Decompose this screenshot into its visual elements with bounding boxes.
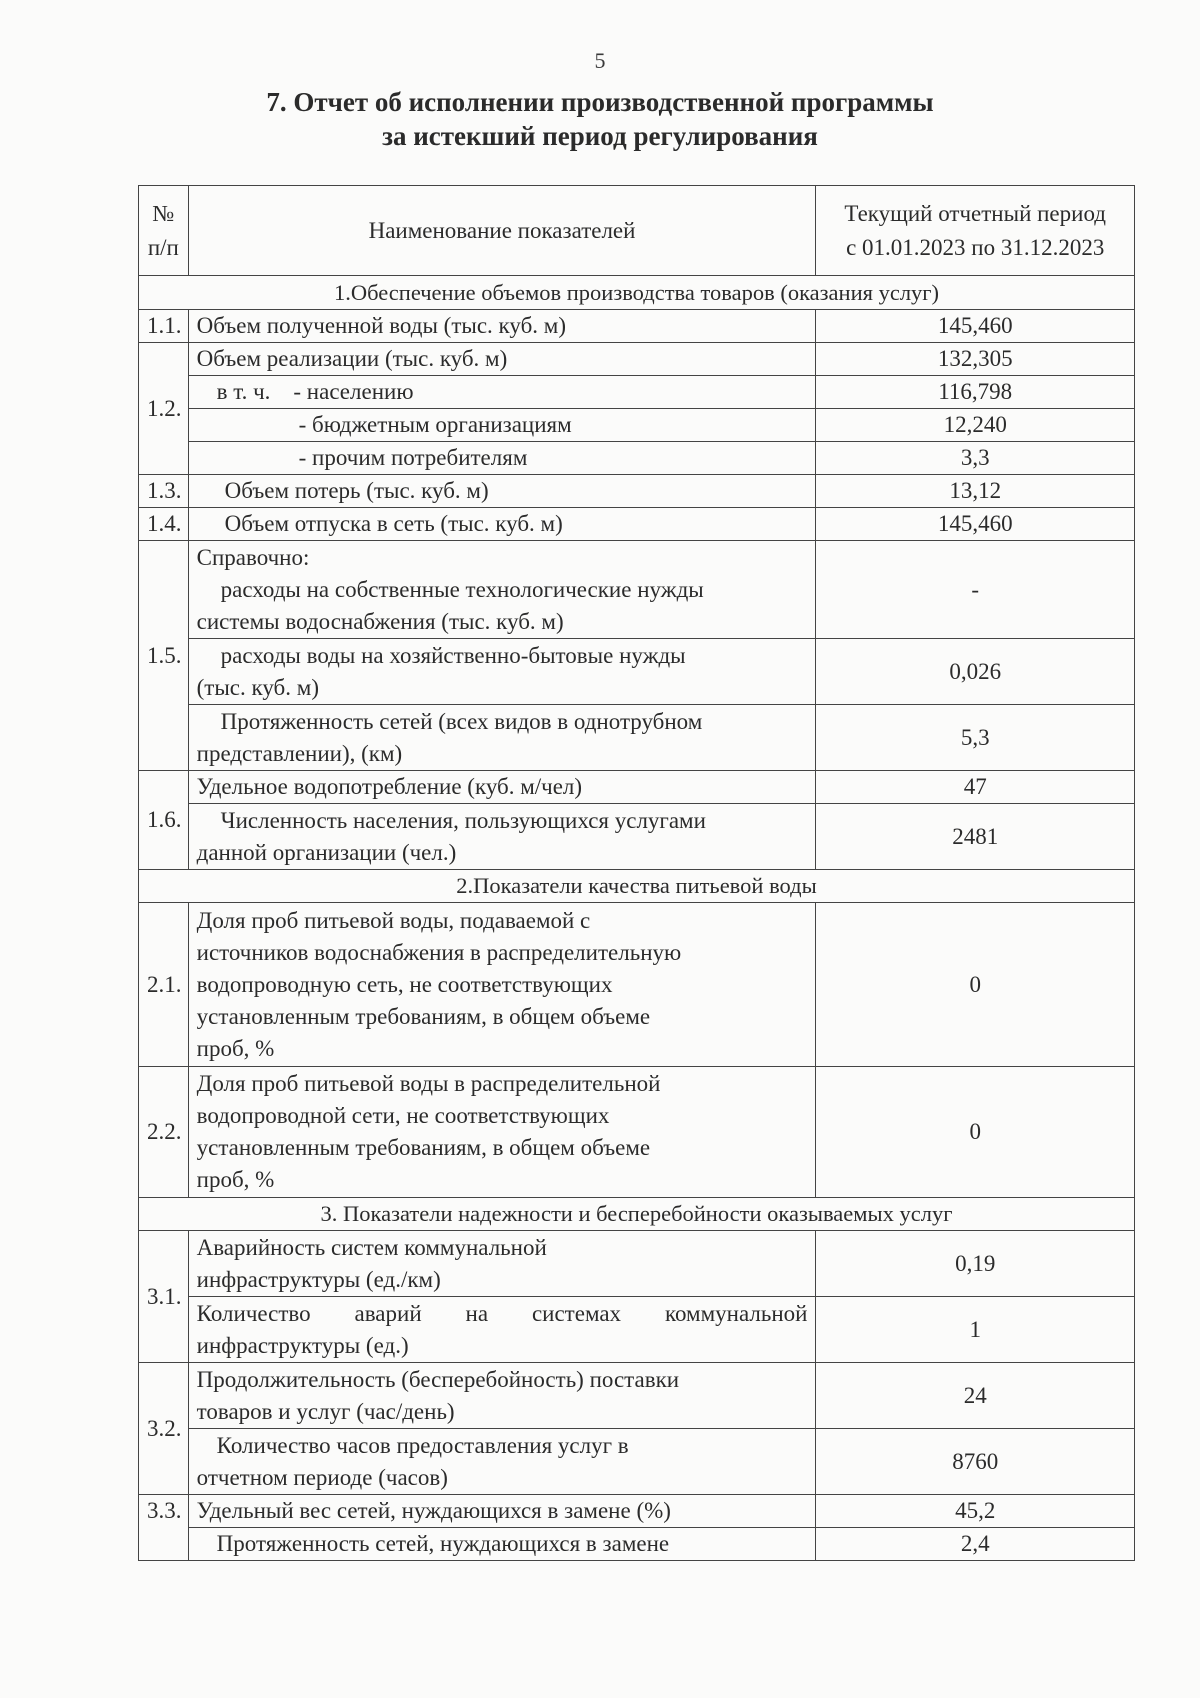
row-value: 13,12 bbox=[816, 475, 1135, 508]
row-name-line: Аварийность систем коммунальной bbox=[196, 1234, 547, 1260]
row-value: 0 bbox=[816, 903, 1135, 1067]
row-name-line: представлении), (км) bbox=[196, 740, 403, 766]
section-3-title: 3. Показатели надежности и бесперебойности оказываемых услуг bbox=[139, 1198, 1135, 1231]
table-row bbox=[139, 1231, 1135, 1297]
title-line-2: за истекший период регулирования bbox=[382, 121, 818, 151]
row-value: 12,240 bbox=[816, 409, 1135, 442]
table-header-row bbox=[139, 186, 1135, 276]
row-name: Объем полученной воды (тыс. куб. м) bbox=[188, 310, 816, 343]
table-row bbox=[139, 541, 1135, 639]
row-num: 1.5. bbox=[139, 541, 189, 771]
header-num bbox=[139, 186, 189, 276]
row-value: 0,19 bbox=[816, 1231, 1135, 1297]
row-name bbox=[188, 705, 816, 771]
row-value: - bbox=[816, 541, 1135, 639]
row-name: Объем отпуска в сеть (тыс. куб. м) bbox=[188, 508, 816, 541]
table-row bbox=[139, 705, 1135, 771]
row-name bbox=[188, 1429, 816, 1495]
table-row bbox=[139, 442, 1135, 475]
row-name: - бюджетным организациям bbox=[188, 409, 816, 442]
row-num: 2.2. bbox=[139, 1067, 189, 1198]
header-period-line1: Текущий отчетный период bbox=[844, 200, 1106, 226]
row-name-line: установленным требованиям, в общем объеме bbox=[196, 1135, 651, 1160]
page-title bbox=[0, 85, 1200, 153]
row-name bbox=[188, 1363, 816, 1429]
row-name-line: Доля проб питьевой воды, подаваемой с bbox=[196, 907, 591, 933]
row-name: Удельное водопотребление (куб. м/чел) bbox=[188, 771, 816, 804]
row-value: 145,460 bbox=[816, 310, 1135, 343]
table-row bbox=[139, 343, 1135, 376]
header-num-line1: № bbox=[152, 200, 175, 226]
row-num: 1.3. bbox=[139, 475, 189, 508]
row-name bbox=[188, 903, 816, 1067]
row-value: 116,798 bbox=[816, 376, 1135, 409]
row-value: 47 bbox=[816, 771, 1135, 804]
table-row bbox=[139, 475, 1135, 508]
row-value: 1 bbox=[816, 1297, 1135, 1363]
row-name-line: водопроводную сеть, не соответствующих bbox=[196, 971, 613, 997]
row-name bbox=[188, 1231, 816, 1297]
row-name-line: Доля проб питьевой воды в распределительной bbox=[196, 1071, 661, 1096]
row-num: 1.6. bbox=[139, 771, 189, 870]
table-row bbox=[139, 1429, 1135, 1495]
row-name bbox=[188, 541, 816, 639]
row-value: 145,460 bbox=[816, 508, 1135, 541]
row-name-line: Численность населения, пользующихся услугами bbox=[220, 807, 706, 833]
table-row bbox=[139, 1495, 1135, 1528]
row-name-line: установленным требованиям, в общем объеме bbox=[196, 1003, 651, 1029]
row-name bbox=[188, 639, 816, 705]
row-name-line: данной организации (чел.) bbox=[196, 839, 457, 865]
title-line-1: 7. Отчет об исполнении производственной программы bbox=[266, 87, 934, 117]
row-value: 0,026 bbox=[816, 639, 1135, 705]
section-2-title: 2.Показатели качества питьевой воды bbox=[139, 870, 1135, 903]
row-name-line: (тыс. куб. м) bbox=[196, 674, 319, 700]
row-name-line: расходы на собственные технологические нужды bbox=[220, 576, 704, 602]
table-row bbox=[139, 376, 1135, 409]
row-name: Объем потерь (тыс. куб. м) bbox=[188, 475, 816, 508]
row-name: - прочим потребителям bbox=[188, 442, 816, 475]
table-row bbox=[139, 1363, 1135, 1429]
row-num: 1.4. bbox=[139, 508, 189, 541]
report-table bbox=[138, 185, 1135, 1561]
row-name-line: водопроводной сети, не соответствующих bbox=[196, 1103, 610, 1128]
row-name-line: Справочно: bbox=[196, 544, 310, 570]
row-value: 5,3 bbox=[816, 705, 1135, 771]
row-name: Удельный вес сетей, нуждающихся в замене (%) bbox=[188, 1495, 816, 1528]
row-name-line: системы водоснабжения (тыс. куб. м) bbox=[196, 608, 564, 634]
row-name: Объем реализации (тыс. куб. м) bbox=[188, 343, 816, 376]
row-value: 45,2 bbox=[816, 1495, 1135, 1528]
section-3-row bbox=[139, 1198, 1135, 1231]
header-name: Наименование показателей bbox=[188, 186, 816, 276]
row-num: 1.2. bbox=[139, 343, 189, 475]
table-row bbox=[139, 409, 1135, 442]
section-2-row bbox=[139, 870, 1135, 903]
row-name-line: Продолжительность (бесперебойность) поставки bbox=[196, 1366, 680, 1392]
table-row bbox=[139, 1528, 1135, 1561]
row-value: 0 bbox=[816, 1067, 1135, 1198]
header-period-line2: с 01.01.2023 по 31.12.2023 bbox=[846, 234, 1105, 260]
table-row bbox=[139, 639, 1135, 705]
row-name-line: проб, % bbox=[196, 1035, 275, 1061]
row-name: в т. ч. - населению bbox=[188, 376, 816, 409]
table-row bbox=[139, 508, 1135, 541]
row-num: 1.1. bbox=[139, 310, 189, 343]
table-row bbox=[139, 804, 1135, 870]
table-row bbox=[139, 310, 1135, 343]
row-value: 24 bbox=[816, 1363, 1135, 1429]
row-name-line: проб, % bbox=[196, 1167, 275, 1192]
row-name bbox=[188, 804, 816, 870]
section-1-title: 1.Обеспечение объемов производства товаров (оказания услуг) bbox=[139, 276, 1135, 310]
section-1-row bbox=[139, 276, 1135, 310]
table-row bbox=[139, 771, 1135, 804]
row-name-line: инфраструктуры (ед./км) bbox=[196, 1266, 441, 1292]
table-row bbox=[139, 1067, 1135, 1198]
row-num: 3.1. bbox=[139, 1231, 189, 1363]
row-name-line: расходы воды на хозяйственно-бытовые нужды bbox=[220, 642, 686, 668]
row-name-line: источников водоснабжения в распределительную bbox=[196, 939, 682, 965]
row-name-line: отчетном периоде (часов) bbox=[196, 1464, 448, 1490]
row-value: 3,3 bbox=[816, 442, 1135, 475]
row-name bbox=[188, 1297, 816, 1363]
row-value: 8760 bbox=[816, 1429, 1135, 1495]
row-name-line: Протяженность сетей (всех видов в однотрубном bbox=[220, 708, 703, 734]
row-value: 132,305 bbox=[816, 343, 1135, 376]
table-row bbox=[139, 903, 1135, 1067]
row-value: 2,4 bbox=[816, 1528, 1135, 1561]
table-row bbox=[139, 1297, 1135, 1363]
row-num: 3.3. bbox=[139, 1495, 189, 1561]
row-name-line: Количество аварий на системах коммунальной bbox=[196, 1300, 808, 1326]
header-num-line2: п/п bbox=[147, 234, 179, 260]
page-number: 5 bbox=[594, 48, 606, 73]
row-name: Протяженность сетей, нуждающихся в замене bbox=[188, 1528, 816, 1561]
row-name-line: инфраструктуры (ед.) bbox=[196, 1332, 409, 1358]
row-name bbox=[188, 1067, 816, 1198]
row-name-line: Количество часов предоставления услуг в bbox=[216, 1432, 629, 1458]
row-name-line: товаров и услуг (час/день) bbox=[196, 1398, 455, 1424]
row-num: 2.1. bbox=[139, 903, 189, 1067]
row-value: 2481 bbox=[816, 804, 1135, 870]
header-period bbox=[816, 186, 1135, 276]
row-num: 3.2. bbox=[139, 1363, 189, 1495]
